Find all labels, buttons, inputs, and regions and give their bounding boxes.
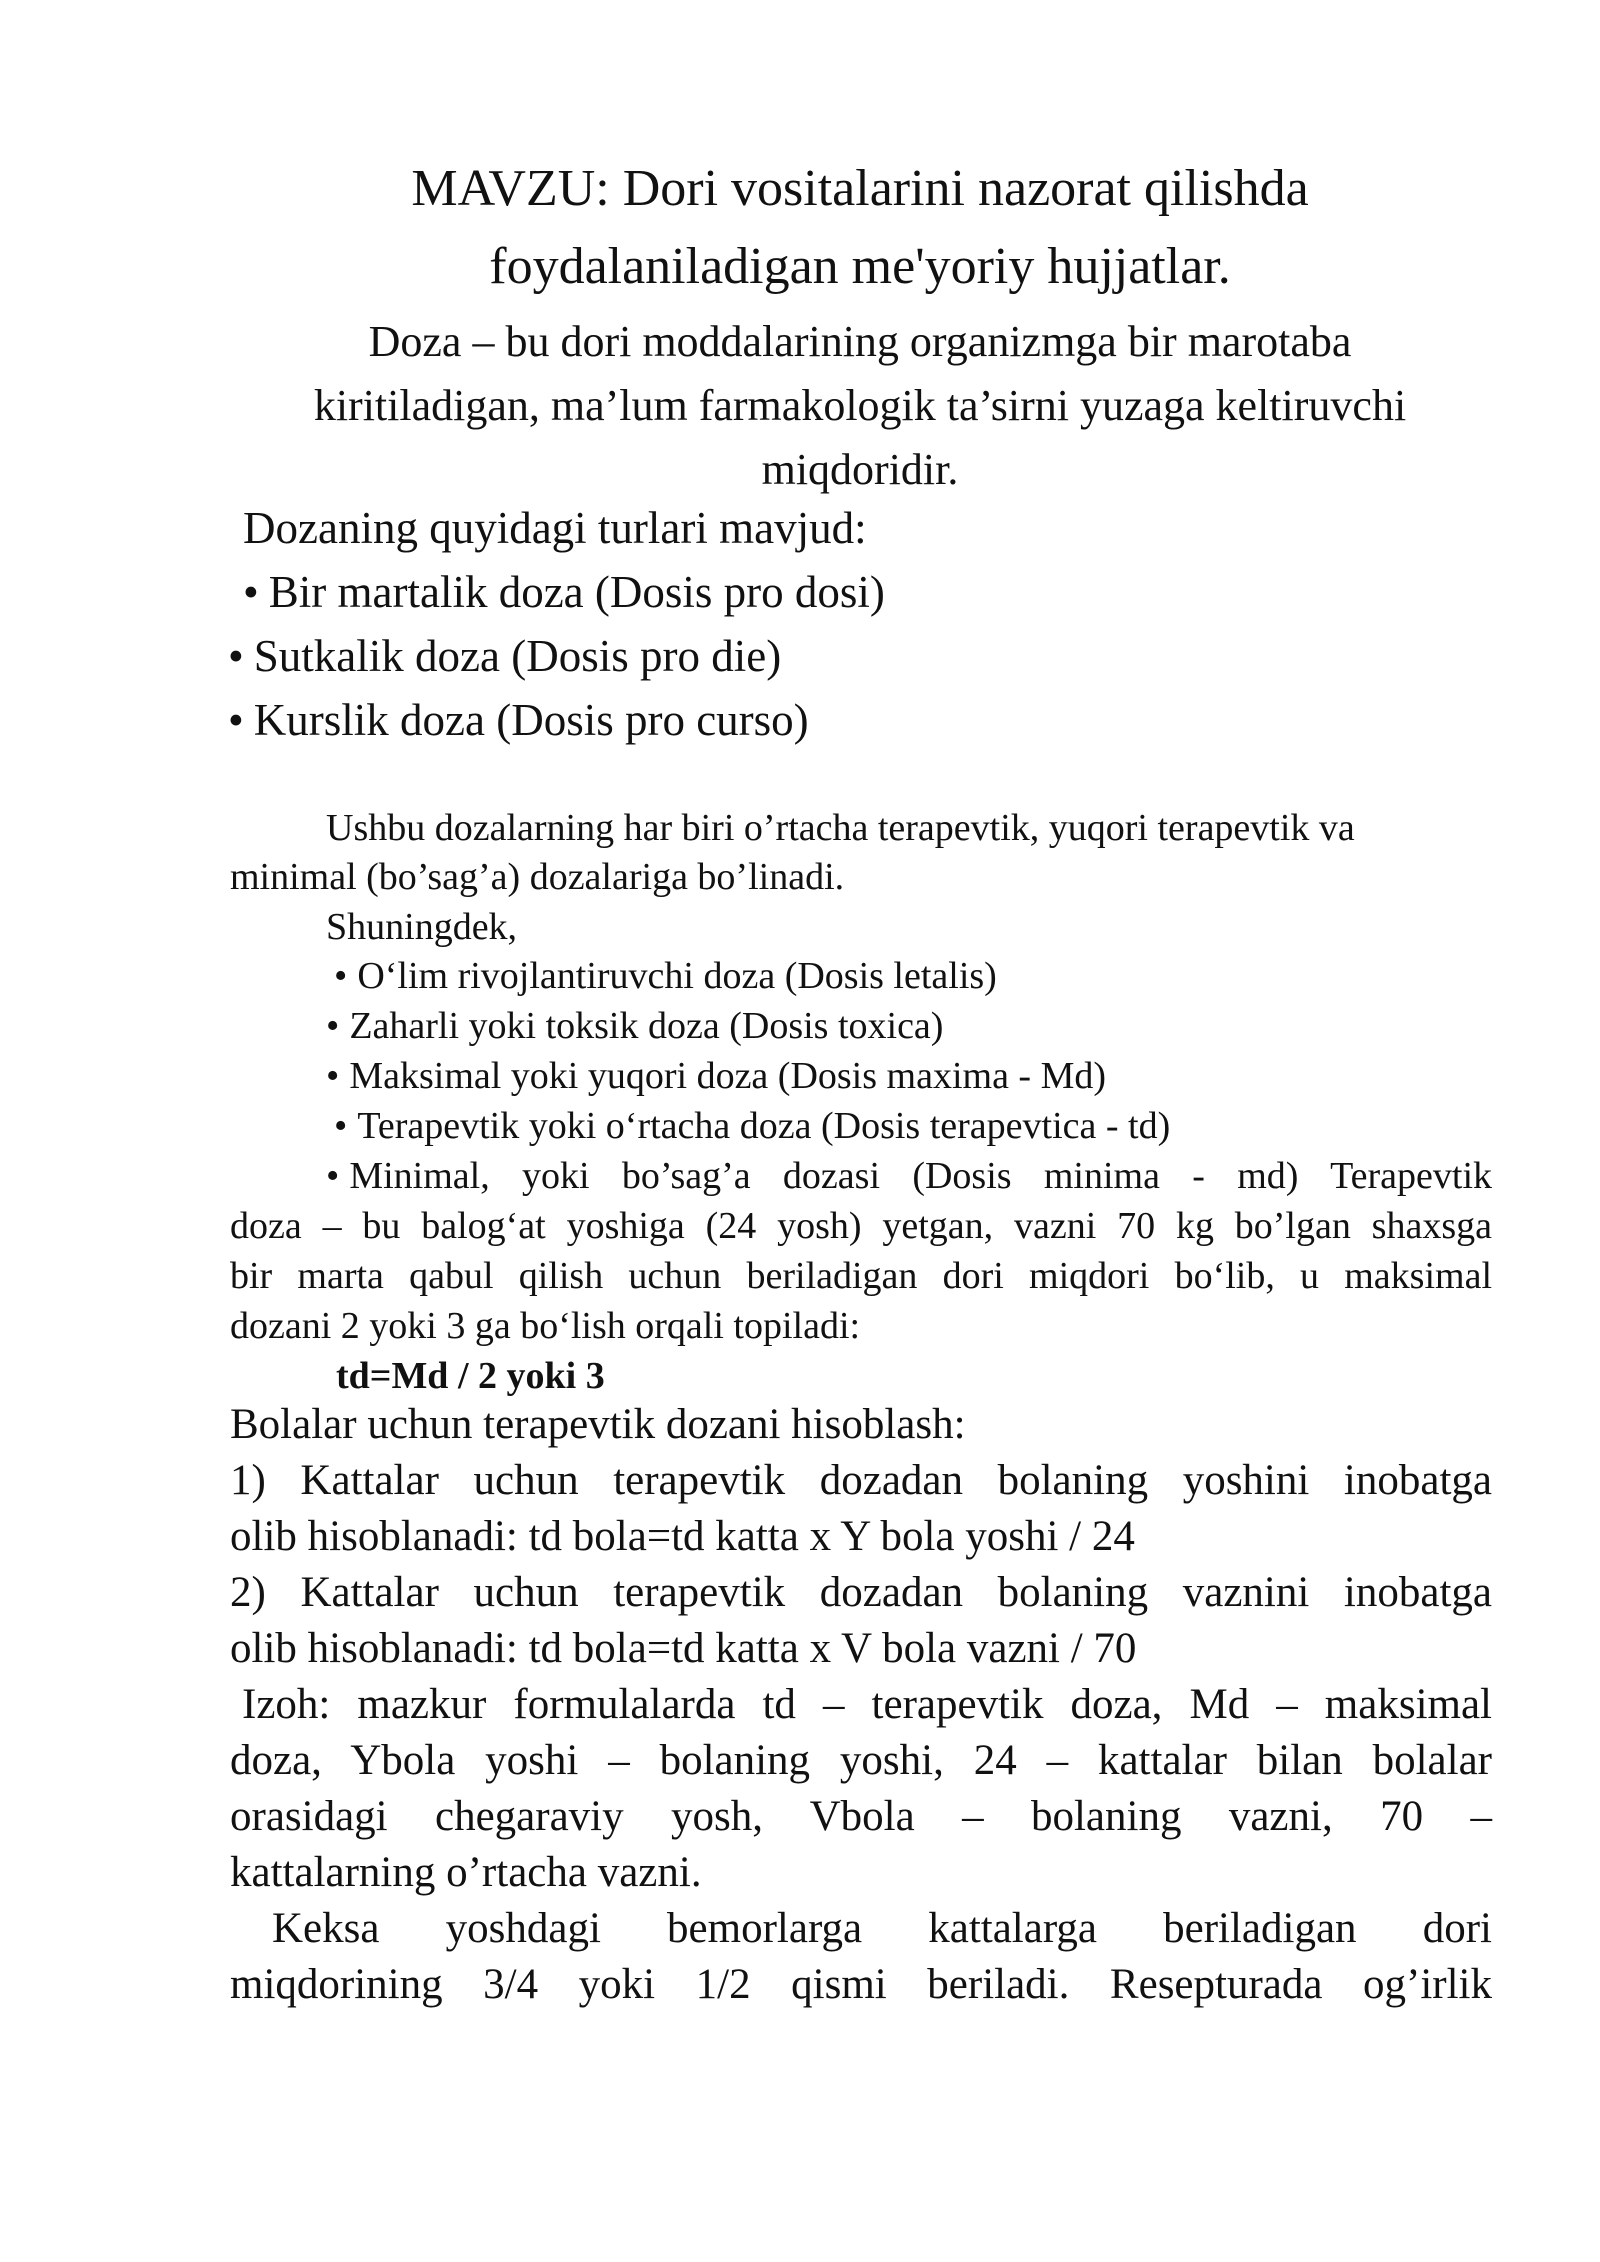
bullet-icon: • <box>228 695 244 745</box>
bullet-icon: • <box>326 1055 340 1097</box>
method-2-line-1: 2) Kattalar uchun terapevtik dozadan bolaning vaznini inobatga <box>230 1569 1492 1616</box>
bullet-icon: • <box>243 567 259 617</box>
elderly-line-2: miqdorining 3/4 yoki 1/2 qismi beriladi. Resepturada og’irlik <box>230 1961 1492 2008</box>
list-item-label: Bir martalik doza (Dosis pro dosi) <box>268 567 885 617</box>
bullet-icon: • <box>228 631 244 681</box>
definition-line-3: miqdoridir. <box>761 445 959 494</box>
list-item <box>326 1004 943 1048</box>
list-item <box>228 630 781 682</box>
elderly-line-1: Keksa yoshdagi bemorlarga kattalarga beriladigan dori <box>272 1905 1492 1952</box>
subdivision-line-2: minimal (bo’sag’a) dozalariga bo’linadi. <box>230 856 845 898</box>
note-line-1: Izoh: mazkur formulalarda td – terapevtik doza, Md – maksimal <box>242 1681 1492 1728</box>
bullet-icon: • <box>334 1105 348 1147</box>
note-line-4: kattalarning o’rtacha vazni. <box>230 1849 702 1896</box>
page-title-line-1: MAVZU: Dori vositalarini nazorat qilishda <box>411 160 1309 217</box>
minimal-paragraph-line-4: dozani 2 yoki 3 ga bo‘lish orqali topiladi: <box>230 1305 861 1347</box>
list-item-label: Terapevtik yoki o‘rtacha doza (Dosis terapevtica - td) <box>357 1105 1171 1147</box>
list-item-label: Kurslik doza (Dosis pro curso) <box>253 695 809 745</box>
method-1-line-2: olib hisoblanadi: td bola=td katta x Y bola yoshi / 24 <box>230 1513 1135 1560</box>
subdivision-line-1: Ushbu dozalarning har biri o’rtacha terapevtik, yuqori terapevtik va <box>326 807 1355 849</box>
method-2-line-2: olib hisoblanadi: td bola=td katta x V bola vazni / 70 <box>230 1625 1137 1672</box>
list-item <box>334 954 997 998</box>
list-item <box>334 1104 1170 1148</box>
minimal-paragraph-text: Minimal, yoki bo’sag’a dozasi (Dosis minima - md) Terapevtik <box>349 1155 1492 1197</box>
minimal-paragraph-line-2: doza – bu balog‘at yoshiga (24 yosh) yetgan, vazni 70 kg bo’lgan shaxsga <box>230 1205 1492 1247</box>
list-item <box>243 566 885 618</box>
types-heading: Dozaning quyidagi turlari mavjud: <box>243 503 867 553</box>
children-heading: Bolalar uchun terapevtik dozani hisoblash: <box>230 1401 966 1448</box>
list-item-label: Sutkalik doza (Dosis pro die) <box>253 631 782 681</box>
minimal-paragraph-line-3: bir marta qabul qilish uchun beriladigan dori miqdori bo‘lib, u maksimal <box>230 1255 1492 1297</box>
bullet-icon: • <box>326 1005 340 1047</box>
definition-line-1: Doza – bu dori moddalarining organizmga bir marotaba <box>368 317 1352 366</box>
note-line-3: orasidagi chegaraviy yosh, Vbola – bolaning vazni, 70 – <box>230 1793 1492 1840</box>
definition-line-2: kiritiladigan, ma’lum farmakologik ta’sirni yuzaga keltiruvchi <box>313 381 1407 430</box>
minimal-paragraph-line-1 <box>326 1154 1492 1198</box>
bullet-icon: • <box>334 955 348 997</box>
also-text: Shuningdek, <box>326 906 518 948</box>
note-line-2: doza, Ybola yoshi – bolaning yoshi, 24 – kattalar bilan bolalar <box>230 1737 1492 1784</box>
method-1-line-1: 1) Kattalar uchun terapevtik dozadan bolaning yoshini inobatga <box>230 1457 1492 1504</box>
list-item-label: Maksimal yoki yuqori doza (Dosis maxima - Md) <box>349 1055 1107 1097</box>
bullet-icon: • <box>326 1155 340 1197</box>
page-title-line-2: foydalaniladigan me'yoriy hujjatlar. <box>489 238 1231 295</box>
list-item <box>228 694 809 746</box>
list-item-label: Zaharli yoki toksik doza (Dosis toxica) <box>349 1005 944 1047</box>
formula: td=Md / 2 yoki 3 <box>336 1355 605 1397</box>
list-item <box>326 1054 1106 1098</box>
list-item-label: O‘lim rivojlantiruvchi doza (Dosis letalis) <box>357 955 997 997</box>
